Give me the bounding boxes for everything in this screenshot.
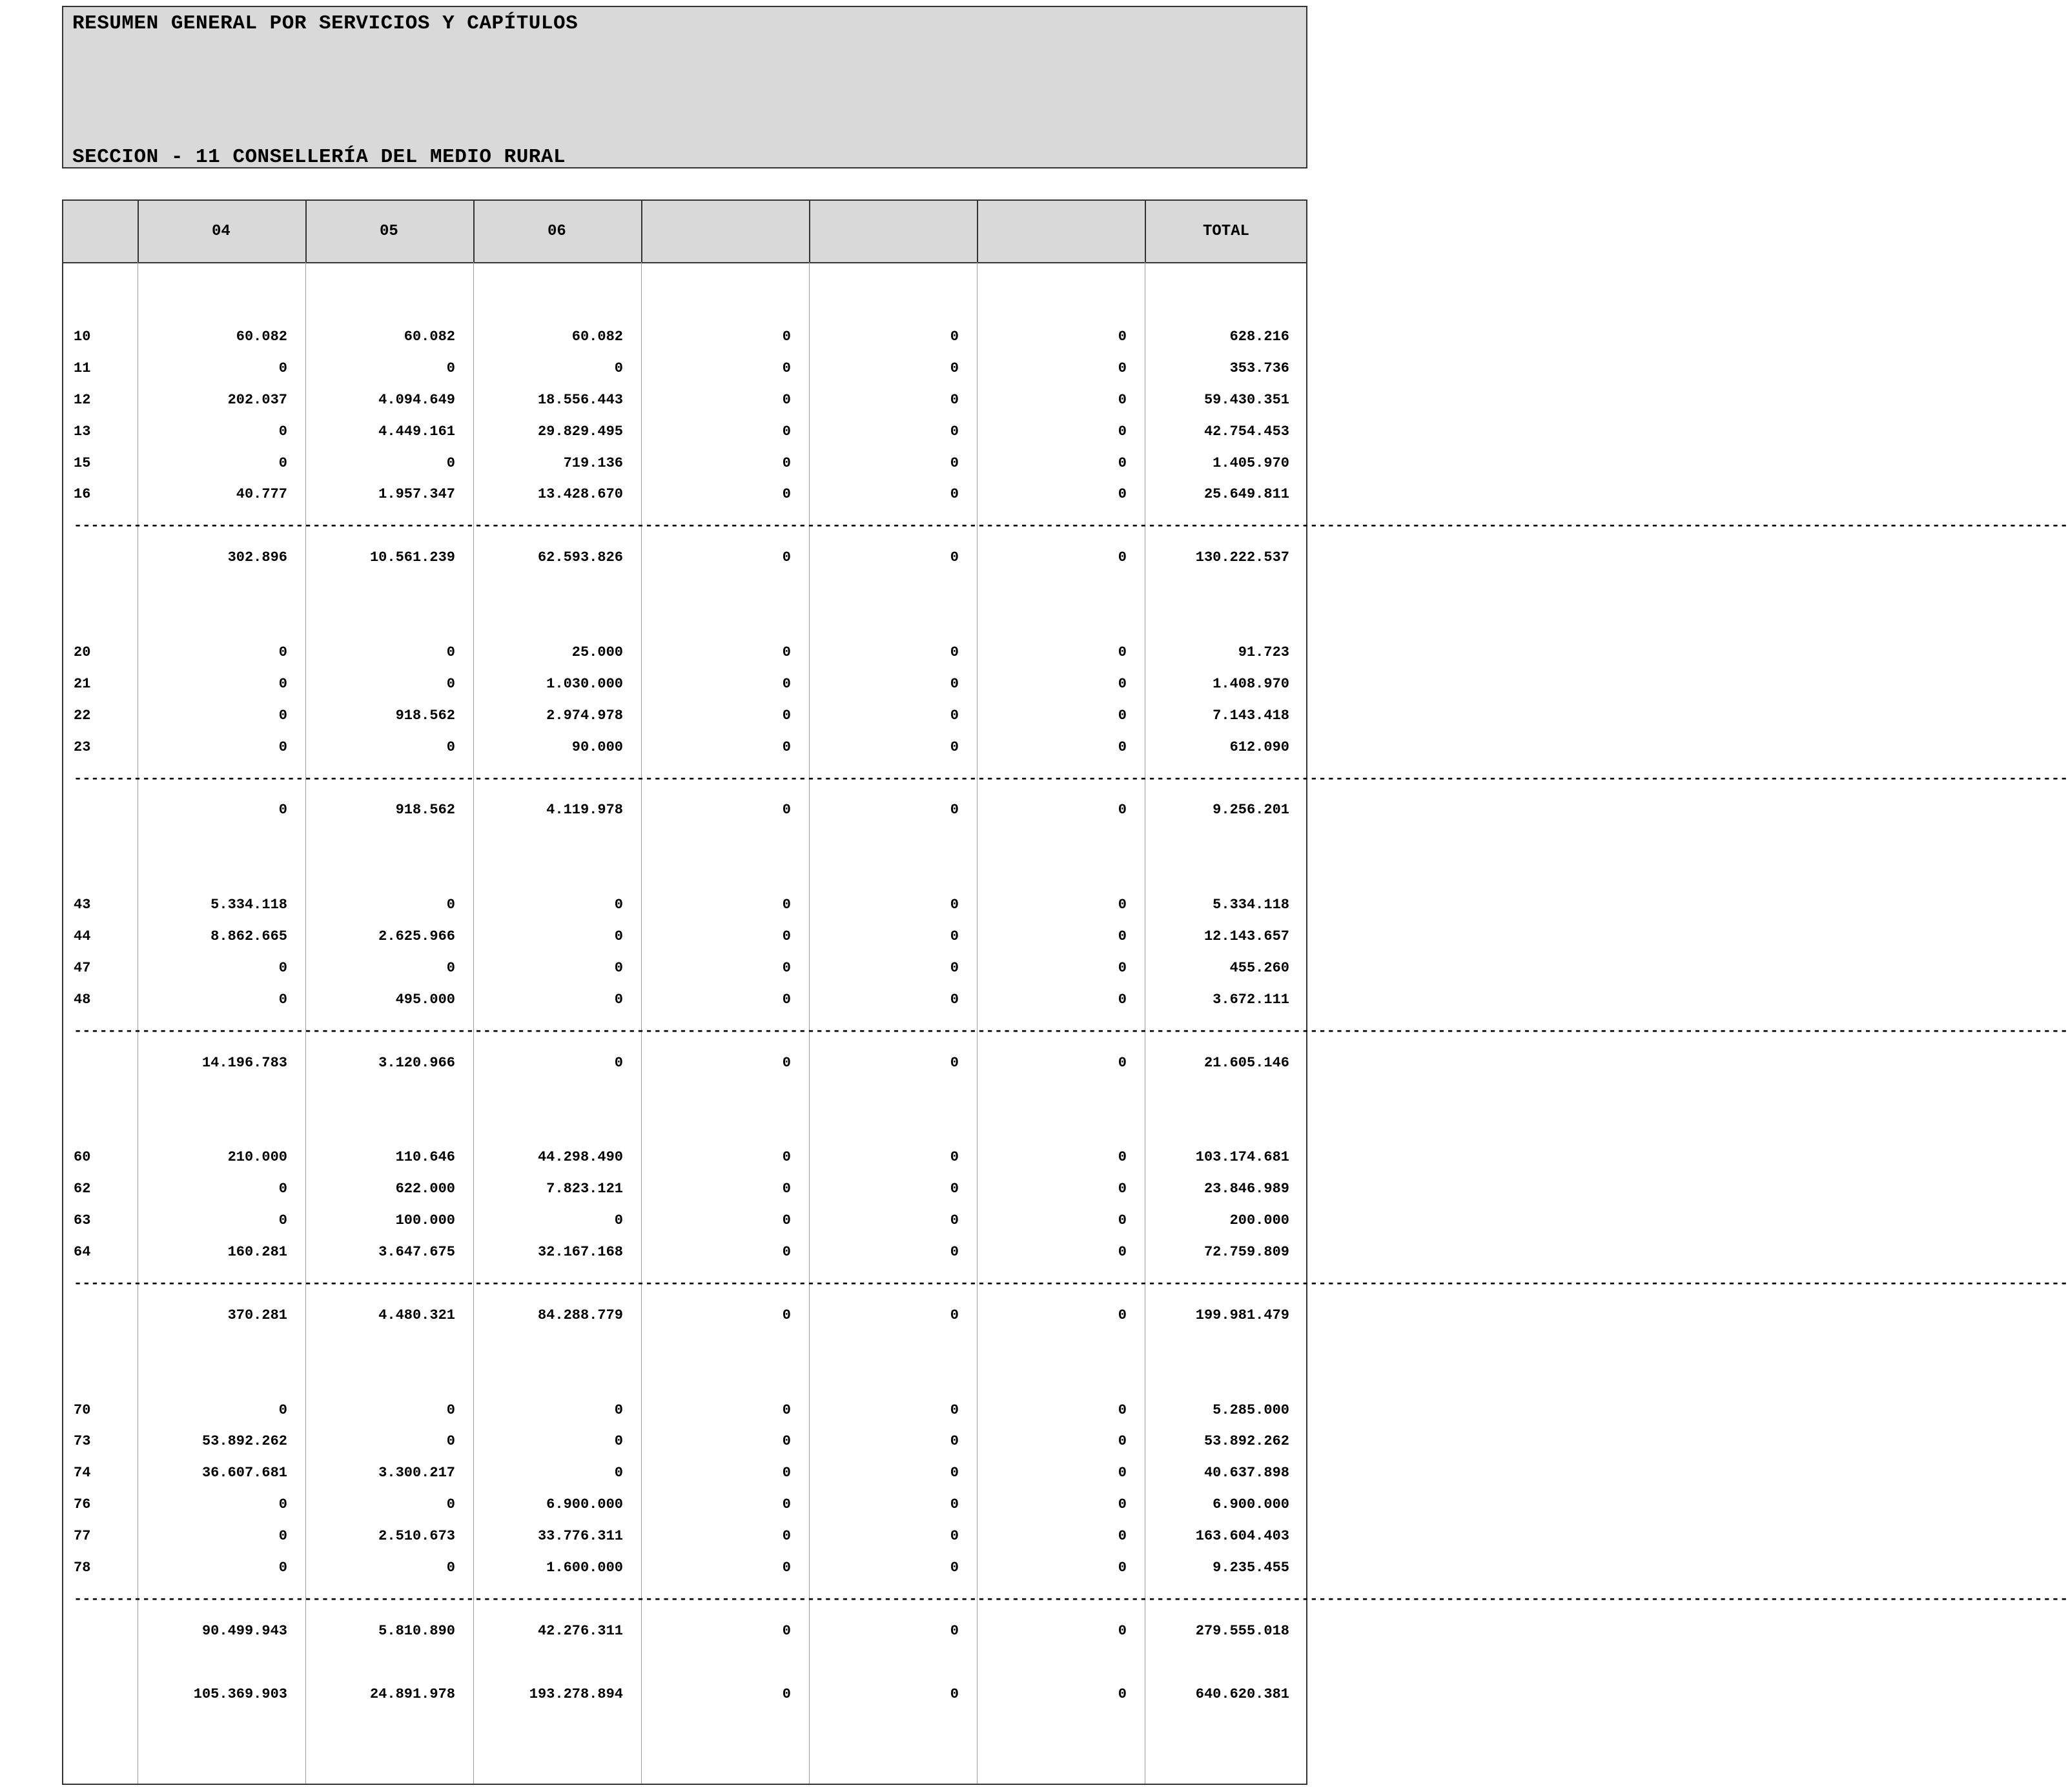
row-value: 0 [1118, 1212, 1127, 1229]
row-total-value: 199.981.479 [1195, 1307, 1289, 1323]
row-value: 0 [950, 959, 959, 976]
row-code: 76 [74, 1496, 91, 1513]
row-code: 20 [74, 644, 91, 660]
row-value: 4.449.161 [378, 423, 455, 440]
row-value: 84.288.779 [537, 1307, 623, 1323]
row-value: 0 [1118, 1560, 1127, 1576]
row-total-value: 279.555.018 [1195, 1622, 1289, 1639]
header-column-divider [138, 201, 139, 262]
row-total-value: 21.605.146 [1203, 1054, 1289, 1071]
row-total-value: 5.334.118 [1213, 897, 1289, 913]
row-value: 14.196.783 [201, 1054, 287, 1071]
header-column-divider [641, 201, 642, 262]
row-value: 0 [1118, 802, 1127, 819]
row-value: 0 [446, 360, 455, 376]
column-header-06: 06 [548, 223, 566, 240]
row-value: 0 [782, 360, 791, 376]
row-code: 70 [74, 1401, 91, 1418]
row-value: 0 [1118, 1465, 1127, 1481]
row-value: 0 [1118, 423, 1127, 440]
row-value: 0 [446, 1560, 455, 1576]
row-value: 370.281 [227, 1307, 287, 1323]
row-total-value: 200.000 [1229, 1212, 1289, 1229]
row-total-value: 163.604.403 [1195, 1528, 1289, 1545]
row-value: 0 [950, 1149, 959, 1166]
row-value: 0 [1118, 1244, 1127, 1260]
row-value: 40.777 [236, 486, 287, 503]
row-value: 8.862.665 [210, 928, 287, 944]
row-value: 0 [950, 1685, 959, 1702]
row-total-value: 455.260 [1229, 959, 1289, 976]
row-value: 44.298.490 [537, 1149, 623, 1166]
row-value: 0 [1118, 1528, 1127, 1545]
row-value: 2.625.966 [378, 928, 455, 944]
row-code: 77 [74, 1528, 91, 1545]
row-value: 0 [278, 1401, 287, 1418]
row-value: 0 [782, 1054, 791, 1071]
row-code: 23 [74, 738, 91, 755]
row-value: 6.900.000 [546, 1496, 623, 1513]
column-header-total: TOTAL [1202, 223, 1249, 240]
row-code: 74 [74, 1465, 91, 1481]
row-total-value: 72.759.809 [1203, 1244, 1289, 1260]
row-value: 0 [1118, 1149, 1127, 1166]
row-value: 0 [278, 675, 287, 692]
row-value: 0 [782, 1528, 791, 1545]
row-code: 21 [74, 675, 91, 692]
row-code: 16 [74, 486, 91, 503]
row-value: 0 [1118, 644, 1127, 660]
row-code: 43 [74, 897, 91, 913]
subtotal-separator: ------------------------------------------------------------------------------------------------------------------------------------------------------------------------------------------------------------------------------------------ [74, 518, 2068, 535]
row-value: 0 [782, 991, 791, 1008]
row-value: 24.891.978 [369, 1685, 455, 1702]
row-total-value: 1.405.970 [1213, 454, 1289, 471]
row-total-value: 25.649.811 [1203, 486, 1289, 503]
row-value: 0 [950, 928, 959, 944]
row-value: 0 [950, 423, 959, 440]
row-value: 918.562 [395, 707, 455, 724]
row-total-value: 42.754.453 [1203, 423, 1289, 440]
row-code: 78 [74, 1560, 91, 1576]
row-value: 0 [1118, 360, 1127, 376]
row-value: 0 [614, 1465, 623, 1481]
row-value: 90.499.943 [201, 1622, 287, 1639]
row-value: 0 [278, 1560, 287, 1576]
row-value: 110.646 [395, 1149, 455, 1166]
row-code: 13 [74, 423, 91, 440]
row-value: 0 [446, 644, 455, 660]
row-total-value: 103.174.681 [1195, 1149, 1289, 1166]
row-value: 0 [1118, 991, 1127, 1008]
row-value: 0 [446, 959, 455, 976]
row-value: 0 [950, 1528, 959, 1545]
row-value: 0 [1118, 897, 1127, 913]
row-value: 0 [950, 328, 959, 345]
row-total-value: 353.736 [1229, 360, 1289, 376]
row-value: 0 [278, 802, 287, 819]
row-value: 7.823.121 [546, 1181, 623, 1197]
row-code: 63 [74, 1212, 91, 1229]
row-code: 15 [74, 454, 91, 471]
row-code: 10 [74, 328, 91, 345]
row-total-value: 40.637.898 [1203, 1465, 1289, 1481]
row-value: 100.000 [395, 1212, 455, 1229]
row-value: 0 [782, 391, 791, 408]
row-value: 0 [950, 1244, 959, 1260]
row-total-value: 12.143.657 [1203, 928, 1289, 944]
row-value: 0 [278, 454, 287, 471]
row-total-value: 612.090 [1229, 738, 1289, 755]
row-value: 0 [950, 802, 959, 819]
row-value: 4.119.978 [546, 802, 623, 819]
section-title: SECCION - 11 CONSELLERÍA DEL MEDIO RURAL [72, 146, 566, 168]
row-value: 0 [1118, 675, 1127, 692]
row-value: 0 [950, 738, 959, 755]
row-value: 3.647.675 [378, 1244, 455, 1260]
row-value: 0 [782, 549, 791, 566]
row-value: 0 [446, 1433, 455, 1450]
row-value: 0 [950, 1054, 959, 1071]
row-value: 0 [782, 802, 791, 819]
row-value: 10.561.239 [369, 549, 455, 566]
row-value: 0 [782, 738, 791, 755]
row-value: 0 [614, 928, 623, 944]
row-value: 918.562 [395, 802, 455, 819]
row-value: 0 [782, 1685, 791, 1702]
row-value: 0 [1118, 928, 1127, 944]
row-value: 60.082 [236, 328, 287, 345]
row-value: 0 [950, 549, 959, 566]
row-value: 0 [782, 1401, 791, 1418]
row-value: 4.480.321 [378, 1307, 455, 1323]
row-value: 160.281 [227, 1244, 287, 1260]
row-value: 0 [950, 1622, 959, 1639]
report-header [62, 6, 1307, 168]
row-value: 0 [782, 1307, 791, 1323]
row-value: 0 [278, 1528, 287, 1545]
row-value: 622.000 [395, 1181, 455, 1197]
row-total-value: 59.430.351 [1203, 391, 1289, 408]
row-value: 495.000 [395, 991, 455, 1008]
header-column-divider [473, 201, 475, 262]
row-value: 0 [950, 1181, 959, 1197]
row-value: 0 [782, 1149, 791, 1166]
row-code: 48 [74, 991, 91, 1008]
row-value: 0 [1118, 454, 1127, 471]
row-value: 0 [1118, 391, 1127, 408]
row-value: 0 [614, 1433, 623, 1450]
row-value: 0 [446, 675, 455, 692]
row-value: 0 [950, 991, 959, 1008]
row-value: 25.000 [571, 644, 623, 660]
row-value: 0 [278, 423, 287, 440]
row-value: 0 [950, 1496, 959, 1513]
row-value: 36.607.681 [201, 1465, 287, 1481]
column-header-05: 05 [380, 223, 398, 240]
row-value: 90.000 [571, 738, 623, 755]
row-code: 47 [74, 959, 91, 976]
row-value: 0 [950, 707, 959, 724]
row-value: 5.334.118 [210, 897, 287, 913]
row-value: 0 [278, 991, 287, 1008]
row-value: 0 [782, 1212, 791, 1229]
row-value: 202.037 [227, 391, 287, 408]
row-value: 0 [782, 454, 791, 471]
row-value: 0 [782, 644, 791, 660]
row-value: 3.300.217 [378, 1465, 455, 1481]
row-value: 0 [950, 1401, 959, 1418]
row-value: 193.278.894 [529, 1685, 623, 1702]
row-value: 0 [1118, 707, 1127, 724]
row-value: 0 [782, 1181, 791, 1197]
row-value: 0 [950, 675, 959, 692]
row-value: 0 [446, 738, 455, 755]
row-value: 0 [950, 1307, 959, 1323]
row-value: 0 [614, 1054, 623, 1071]
row-value: 0 [950, 454, 959, 471]
row-value: 0 [782, 486, 791, 503]
row-value: 0 [614, 991, 623, 1008]
column-header-04: 04 [212, 223, 230, 240]
row-value: 3.120.966 [378, 1054, 455, 1071]
row-value: 4.094.649 [378, 391, 455, 408]
row-value: 0 [614, 897, 623, 913]
row-value: 0 [782, 1496, 791, 1513]
row-value: 13.428.670 [537, 486, 623, 503]
row-value: 0 [1118, 486, 1127, 503]
row-value: 1.957.347 [378, 486, 455, 503]
row-value: 0 [1118, 1496, 1127, 1513]
row-value: 0 [446, 897, 455, 913]
row-value: 0 [278, 360, 287, 376]
subtotal-separator: ------------------------------------------------------------------------------------------------------------------------------------------------------------------------------------------------------------------------------------------ [74, 1275, 2068, 1292]
row-value: 302.896 [227, 549, 287, 566]
row-total-value: 640.620.381 [1195, 1685, 1289, 1702]
row-value: 0 [782, 1465, 791, 1481]
row-value: 0 [950, 391, 959, 408]
row-total-value: 91.723 [1238, 644, 1289, 660]
subtotal-separator: ------------------------------------------------------------------------------------------------------------------------------------------------------------------------------------------------------------------------------------------ [74, 1023, 2068, 1039]
header-column-divider [977, 201, 978, 262]
row-value: 0 [614, 1212, 623, 1229]
row-value: 0 [782, 1560, 791, 1576]
row-value: 0 [782, 1244, 791, 1260]
row-value: 105.369.903 [193, 1685, 287, 1702]
row-value: 0 [950, 897, 959, 913]
row-value: 18.556.443 [537, 391, 623, 408]
row-value: 0 [950, 486, 959, 503]
row-value: 0 [614, 360, 623, 376]
row-value: 0 [782, 1433, 791, 1450]
row-value: 0 [1118, 959, 1127, 976]
row-value: 0 [278, 1212, 287, 1229]
row-total-value: 628.216 [1229, 328, 1289, 345]
row-total-value: 3.672.111 [1213, 991, 1289, 1008]
row-value: 29.829.495 [537, 423, 623, 440]
row-value: 1.600.000 [546, 1560, 623, 1576]
row-total-value: 53.892.262 [1203, 1433, 1289, 1450]
row-value: 2.510.673 [378, 1528, 455, 1545]
row-value: 0 [782, 423, 791, 440]
row-value: 0 [782, 928, 791, 944]
subtotal-separator: ------------------------------------------------------------------------------------------------------------------------------------------------------------------------------------------------------------------------------------------ [74, 1591, 2068, 1607]
row-value: 32.167.168 [537, 1244, 623, 1260]
row-value: 0 [950, 644, 959, 660]
row-value: 0 [278, 644, 287, 660]
header-column-divider [809, 201, 810, 262]
row-code: 22 [74, 707, 91, 724]
row-value: 2.974.978 [546, 707, 623, 724]
row-total-value: 130.222.537 [1195, 549, 1289, 566]
row-value: 0 [950, 1212, 959, 1229]
row-total-value: 6.900.000 [1213, 1496, 1289, 1513]
row-value: 0 [1118, 1622, 1127, 1639]
row-value: 210.000 [227, 1149, 287, 1166]
row-value: 0 [782, 897, 791, 913]
row-value: 0 [1118, 549, 1127, 566]
row-value: 0 [1118, 1054, 1127, 1071]
row-value: 0 [446, 454, 455, 471]
row-value: 0 [278, 738, 287, 755]
row-code: 60 [74, 1149, 91, 1166]
row-value: 0 [1118, 1181, 1127, 1197]
row-value: 0 [1118, 738, 1127, 755]
row-value: 53.892.262 [201, 1433, 287, 1450]
header-column-divider [305, 201, 307, 262]
row-total-value: 5.285.000 [1213, 1401, 1289, 1418]
row-code: 62 [74, 1181, 91, 1197]
row-value: 1.030.000 [546, 675, 623, 692]
row-value: 0 [446, 1496, 455, 1513]
report-title: RESUMEN GENERAL POR SERVICIOS Y CAPÍTULOS [72, 12, 578, 35]
row-value: 60.082 [404, 328, 455, 345]
row-code: 11 [74, 360, 91, 376]
row-value: 0 [614, 959, 623, 976]
row-value: 0 [278, 707, 287, 724]
row-value: 0 [782, 328, 791, 345]
row-value: 719.136 [563, 454, 623, 471]
row-value: 0 [782, 1622, 791, 1639]
row-value: 0 [1118, 328, 1127, 345]
row-code: 73 [74, 1433, 91, 1450]
row-value: 60.082 [571, 328, 623, 345]
row-value: 0 [782, 959, 791, 976]
row-code: 64 [74, 1244, 91, 1260]
row-value: 0 [782, 675, 791, 692]
row-total-value: 7.143.418 [1213, 707, 1289, 724]
row-value: 0 [1118, 1307, 1127, 1323]
row-value: 0 [278, 959, 287, 976]
row-value: 0 [950, 360, 959, 376]
row-total-value: 23.846.989 [1203, 1181, 1289, 1197]
row-value: 0 [278, 1181, 287, 1197]
table-header-band [63, 201, 1306, 263]
row-value: 0 [950, 1465, 959, 1481]
row-value: 0 [1118, 1433, 1127, 1450]
row-value: 62.593.826 [537, 549, 623, 566]
row-total-value: 1.408.970 [1213, 675, 1289, 692]
row-value: 0 [950, 1560, 959, 1576]
row-code: 12 [74, 391, 91, 408]
row-value: 0 [614, 1401, 623, 1418]
row-value: 0 [1118, 1685, 1127, 1702]
row-value: 0 [446, 1401, 455, 1418]
row-total-value: 9.256.201 [1213, 802, 1289, 819]
row-value: 33.776.311 [537, 1528, 623, 1545]
subtotal-separator: ------------------------------------------------------------------------------------------------------------------------------------------------------------------------------------------------------------------------------------------ [74, 770, 2068, 787]
row-total-value: 9.235.455 [1213, 1560, 1289, 1576]
row-value: 0 [278, 1496, 287, 1513]
row-code: 44 [74, 928, 91, 944]
summary-table [62, 199, 2068, 1785]
row-value: 5.810.890 [378, 1622, 455, 1639]
row-value: 0 [950, 1433, 959, 1450]
row-value: 0 [1118, 1401, 1127, 1418]
row-value: 0 [782, 707, 791, 724]
row-value: 42.276.311 [537, 1622, 623, 1639]
